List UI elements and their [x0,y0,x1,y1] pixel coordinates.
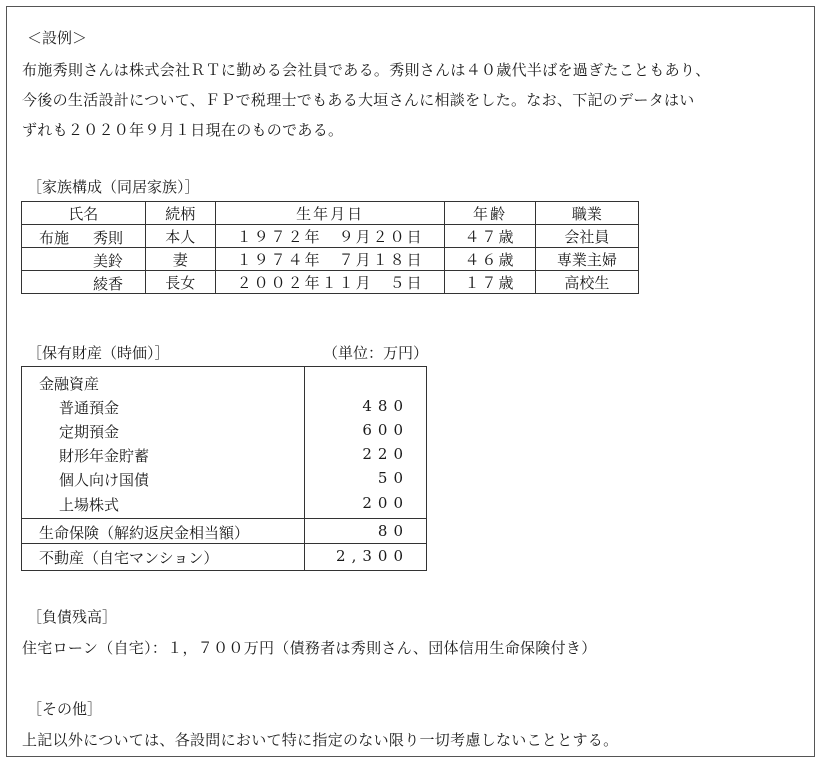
occupation-cell: 高校生 [535,271,638,294]
asset-label: 上場株式 [59,496,120,514]
asset-value: 600 [362,421,409,439]
other-heading: ［その他］ [27,700,103,718]
family-heading: ［家族構成（同居家族）］ [27,178,200,196]
asset-label: 定期預金 [59,423,120,441]
occupation-cell: 専業主婦 [535,248,638,271]
assets-table [21,366,427,571]
age-cell: ４６歳 [445,248,535,271]
given-name: 秀則 [93,229,124,247]
other-text: 上記以外については、各設問において特に指定のない限り一切考慮しないこととする。 [22,731,619,749]
name-cell [22,225,146,248]
intro-line-3: ずれも２０２０年９月１日現在のものである。 [22,121,344,139]
family-table [21,201,639,294]
table-row [22,271,639,294]
dob-cell: １９７２年 ９月２０日 [215,225,444,248]
header-occupation: 職業 [535,202,638,225]
age-cell: １７歳 [445,271,535,294]
relation-cell: 妻 [145,248,215,271]
column-divider [304,367,305,570]
real-estate-label: 不動産（自宅マンション） [39,549,219,567]
occupation-cell: 会社員 [535,225,638,248]
header-dob: 生年月日 [215,202,444,225]
given-name: 美鈴 [93,252,124,270]
intro-line-2: 今後の生活設計について、ＦＰで税理士でもある大垣さんに相談をした。なお、下記のデータはい [22,91,695,109]
asset-value: 220 [362,445,409,463]
header-name: 氏名 [22,202,146,225]
row-divider [22,518,426,519]
debt-text: 住宅ローン（自宅）：１，７００万円（債務者は秀則さん、団体信用生命保険付き） [22,639,597,657]
asset-value: 50 [377,469,409,487]
asset-label: 普通預金 [59,399,120,417]
name-cell [22,271,146,294]
table-row [22,225,639,248]
given-name: 綾香 [93,275,124,293]
assets-heading: ［保有財産（時価）］ [27,344,170,362]
relation-cell: 本人 [145,225,215,248]
name-cell [22,248,146,271]
real-estate-value: 2,300 [336,547,409,565]
dob-cell: １９７４年 ７月１８日 [215,248,444,271]
example-heading: ＜設例＞ [27,29,88,47]
surname: 布施 [39,229,70,247]
row-divider [22,543,426,544]
asset-label: 個人向け国債 [59,471,150,489]
header-age: 年齢 [445,202,535,225]
table-row [22,248,639,271]
insurance-label: 生命保険（解約返戻金相当額） [39,524,250,542]
family-header-row [22,202,639,225]
debt-heading: ［負債残高］ [27,608,118,626]
intro-line-1: 布施秀則さんは株式会社ＲＴに勤める会社員である。秀則さんは４０歳代半ばを過ぎたこともあり、 [22,61,711,79]
age-cell: ４７歳 [445,225,535,248]
asset-label: 財形年金貯蓄 [59,447,150,465]
dob-cell: ２００２年１１月 ５日 [215,271,444,294]
relation-cell: 長女 [145,271,215,294]
header-relation: 続柄 [145,202,215,225]
asset-value: 480 [362,397,409,415]
financial-assets-label: 金融資産 [39,375,100,393]
asset-value: 200 [362,494,409,512]
insurance-value: 80 [377,522,409,540]
assets-unit: （単位：万円） [323,344,429,362]
